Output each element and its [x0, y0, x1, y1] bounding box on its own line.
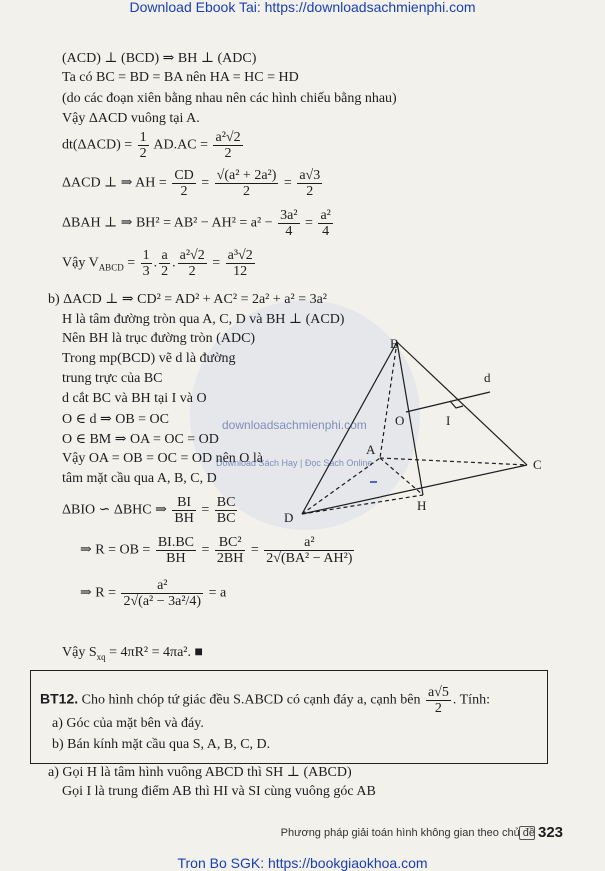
text-line: d cắt BC và BH tại I và O [62, 391, 207, 406]
text-line: b) ΔACD ⊥ ⇒ CD² = AD² + AC² = 2a² + a² = 3a² [48, 292, 327, 307]
label-h: H [417, 498, 427, 513]
similarity-formula: ΔBIO ∽ ΔBHC ⇒ $\frac{BI}{BH}$ = $\frac{BC}{BC}$ [62, 495, 236, 526]
text-line: (do các đoạn xiên bằng nhau nên các hình chiếu bằng nhau) [62, 91, 397, 106]
fraction: $\frac{1}{2}$ [139, 130, 147, 161]
radius-formula: ⇒ R = OB = $\frac{BI.BC}{BH}$ = $\frac{\text{BC²}}{2BH}$ = $\frac{\text{a²}}{\text{2√(BA² − AH²)}}$ [80, 535, 353, 566]
solution-line: a) Gọi H là tâm hình vuông ABCD thì SH ⊥ (ABCD) [48, 765, 352, 780]
exercise-label: BT12. [40, 690, 79, 707]
label-c: C [533, 457, 542, 472]
fraction: $\frac{\text{a²}}{\text{2√(BA² − AH²)}}$ [266, 535, 353, 566]
exercise-statement [40, 685, 490, 716]
text-line: Vậy OA = OB = OC = OD nên O là [62, 451, 264, 466]
fraction: $\frac{1}{3}$ [142, 248, 150, 279]
line-d [406, 392, 490, 412]
text-line: Vậy ΔACD vuông tại A. [62, 111, 200, 126]
book-icon [519, 826, 535, 840]
edge-dc [302, 465, 527, 514]
text-line: trung trực của BC [62, 371, 163, 386]
formula-label: ΔBIO ∽ ΔBHC ⇒ [62, 502, 167, 518]
radius-result [80, 578, 226, 609]
fraction: $\frac{\text{3a²}}{4}$ [280, 208, 298, 239]
download-header[interactable]: Download Ebook Tai: https://downloadsachmienphi.com [129, 0, 476, 15]
fraction: $\frac{CD}{2}$ [174, 168, 194, 199]
fraction: $\frac{\text{a³√2}}{12}$ [227, 248, 253, 279]
text-line: O ∈ BM ⇒ OA = OC = OD [62, 432, 219, 447]
label-o: O [395, 413, 405, 428]
formula-text: AD.AC = [153, 137, 208, 153]
subscript: xq [96, 651, 106, 662]
formula-text: = a [208, 585, 227, 601]
bh-formula: ΔBAH ⊥ ⇒ BH² = AB² − AH² = a² − $\frac{\text{3a²}}{4}$ = $\frac{\text{a²}}{4}$ [62, 208, 331, 239]
watermark-tagline: Download Sách Hay | Đọc Sách Online [216, 458, 373, 468]
fraction: $\frac{BI.BC}{BH}$ [157, 535, 194, 566]
edge-dh [302, 495, 423, 514]
formula-text: = 4πR² = 4πa². ■ [109, 645, 203, 660]
exercise-part-a: a) Góc của mặt bên và đáy. [52, 716, 204, 731]
label-d: D [284, 510, 294, 525]
fraction: $\frac{\text{a²}}{\text{2√(a² − 3a²/4)}}$ [123, 578, 202, 609]
fraction: $\frac{BI}{BH}$ [174, 495, 194, 526]
watermark-site: downloadsachmienphi.com [222, 418, 367, 432]
fraction: $\frac{\text{a²√2}}{2}$ [215, 130, 241, 161]
running-title: Phương pháp giải toán hình không gian theo chủ đề [280, 827, 535, 839]
text-line: Trong mp(BCD) vẽ d là đường [62, 351, 236, 366]
formula-label: ΔBAH ⊥ ⇒ BH² = AB² − AH² = a² − [62, 215, 273, 231]
fraction: $\frac{\text{a²}}{4}$ [320, 208, 331, 239]
label-a: A [366, 442, 376, 457]
fraction: $\frac{a√3}{2}$ [299, 168, 321, 199]
formula-label: dt(ΔACD) = [62, 137, 133, 153]
edge-ba [380, 342, 397, 458]
text-line: H là tâm đường tròn qua A, C, D và BH ⊥ (ACD) [62, 312, 345, 327]
volume-formula: Vậy $V_{ABCD}$ = $\frac{1}{3}$ . $\frac{a}{2}$ . $\frac{\text{a²√2}}{2}$ = $\frac{\text{a³√2}}{12}$ [62, 248, 253, 279]
text-line: tâm mặt cầu qua A, B, C, D [62, 471, 217, 486]
exercise-part-b: b) Bán kính mặt cầu qua S, A, B, C, D. [52, 737, 271, 752]
formula-label: ⇒ R = OB = [80, 542, 151, 558]
surface-formula [62, 645, 203, 662]
footer-link[interactable]: Tron Bo SGK: https://bookgiaokhoa.com [177, 855, 428, 871]
formula-label: ⇒ R = [80, 585, 116, 601]
solution-line: Gọi I là trung điểm AB thì HI và SI cùng vuông góc AB [62, 784, 376, 799]
label-line-d: d [484, 370, 491, 385]
exercise-text: Cho hình chóp tứ giác đều S.ABCD có cạnh đáy a, cạnh bên [81, 692, 421, 708]
label-b: B [390, 336, 399, 351]
area-formula [62, 130, 245, 161]
label-i: I [446, 413, 451, 428]
formula-label: Vậy S [62, 645, 97, 660]
page-number: 323 [538, 824, 564, 841]
formula-label: Vậy V [62, 255, 99, 271]
fraction: $\frac{\text{√(a² + 2a²)}}{2}$ [216, 168, 277, 199]
edge-bc [397, 342, 527, 465]
fraction: $\frac{a√5}{2}$ [427, 685, 449, 716]
fraction: $\frac{BC}{BC}$ [216, 495, 236, 526]
text-line: Nên BH là trục đường tròn (ADC) [62, 331, 256, 346]
text-line: (ACD) ⊥ (BCD) ⇒ BH ⊥ (ADC) [62, 51, 257, 66]
ah-formula: ΔACD ⊥ ⇒ AH = $\frac{CD}{2}$ = $\frac{\text{√(a² + 2a²)}}{2}$ = $\frac{a√3}{2}$ [62, 168, 321, 199]
equals: = [127, 255, 136, 271]
formula-label: ΔACD ⊥ ⇒ AH = [62, 175, 167, 191]
exercise-text-end: . Tính: [452, 692, 490, 708]
subscript: ABCD [98, 262, 124, 273]
edge-ac [380, 458, 527, 465]
text-line: O ∈ d ⇒ OB = OC [62, 412, 169, 427]
text-line: Ta có BC = BD = BA nên HA = HC = HD [62, 70, 299, 85]
fraction: $\frac{\text{BC²}}{2BH}$ [216, 535, 244, 566]
